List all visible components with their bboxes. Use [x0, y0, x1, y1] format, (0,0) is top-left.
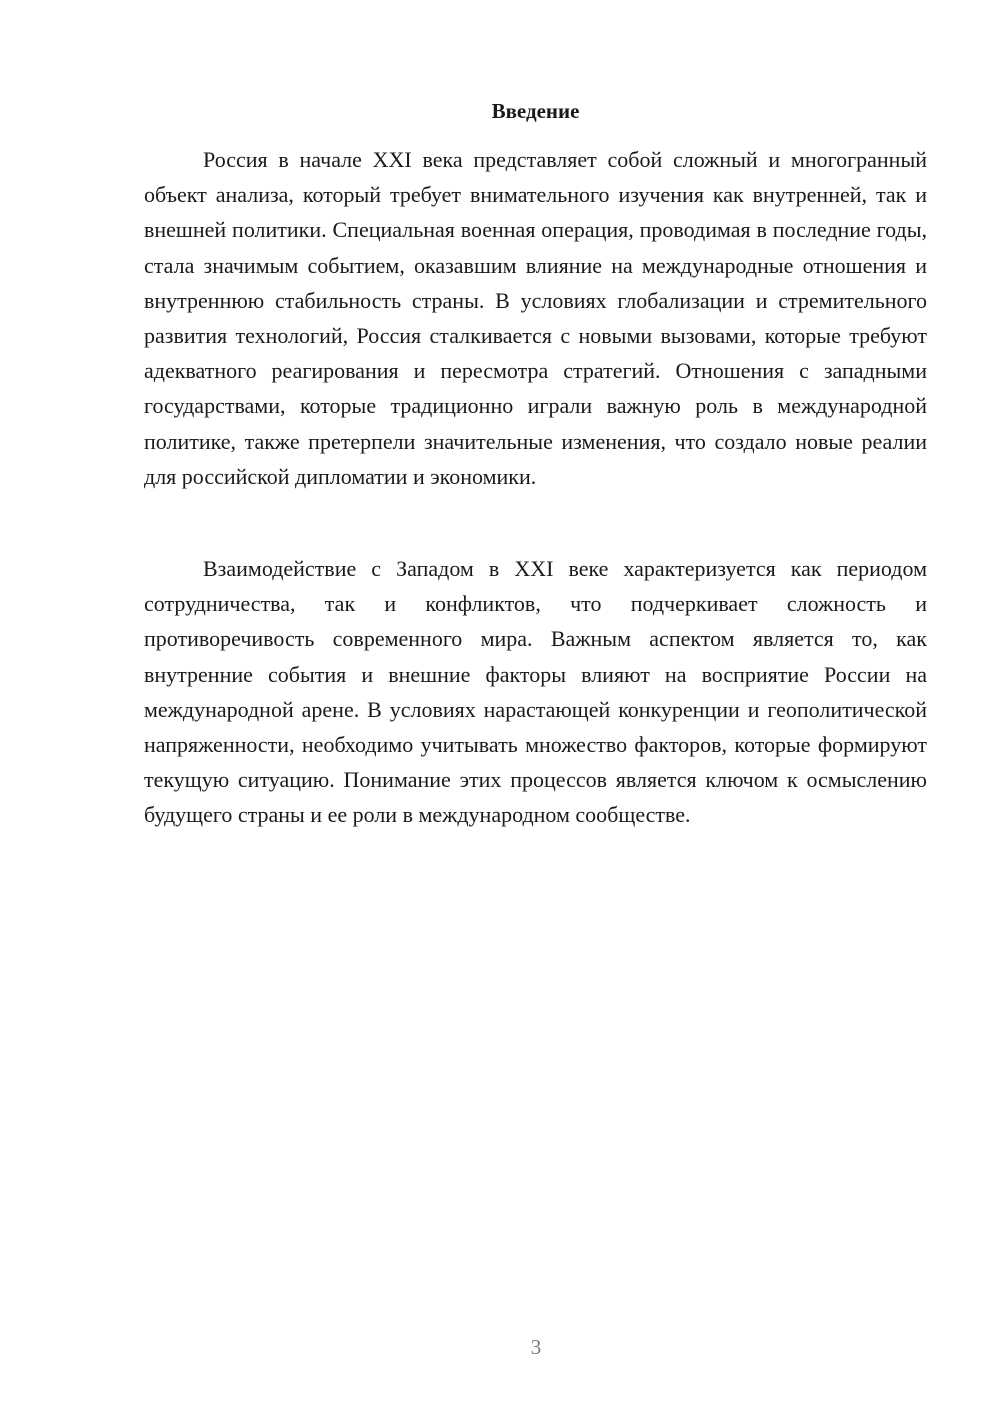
paragraph-1: Россия в начале XXI века представляет собой сложный и многогранный объект анализа, который требует внимательного изучения как внутренней, так и внешней политики. Специальная военная операция, проводимая в последние годы, стала значимым событием, оказавшим влияние на международные отношения и внутреннюю стабильность страны. В условиях глобализации и стремительного развития технологий, Россия сталкивается с новыми вызовами, которые требуют адекватного реагирования и пересмотра стратегий. Отношения с западными государствами, которые традиционно играли важную роль в международной политике, также претерпели значительные изменения, что создало новые реалии для российской дипломатии и экономики.: [144, 147, 927, 489]
section-heading: Введение: [491, 99, 580, 123]
page-number: 3: [530, 1335, 542, 1359]
paragraph-2: Взаимодействие с Западом в XXI веке характеризуется как периодом сотрудничества, так и конфликтов, что подчеркивает сложность и противоречивость современного мира. Важным аспектом является то, как внутренние события и внешние факторы влияют на восприятие России на международной арене. В условиях нарастающей конкуренции и геополитической напряженности, необходимо учитывать множество факторов, которые формируют текущую ситуацию. Понимание этих процессов является ключом к осмыслению будущего страны и ее роли в международном сообществе.: [144, 556, 927, 828]
